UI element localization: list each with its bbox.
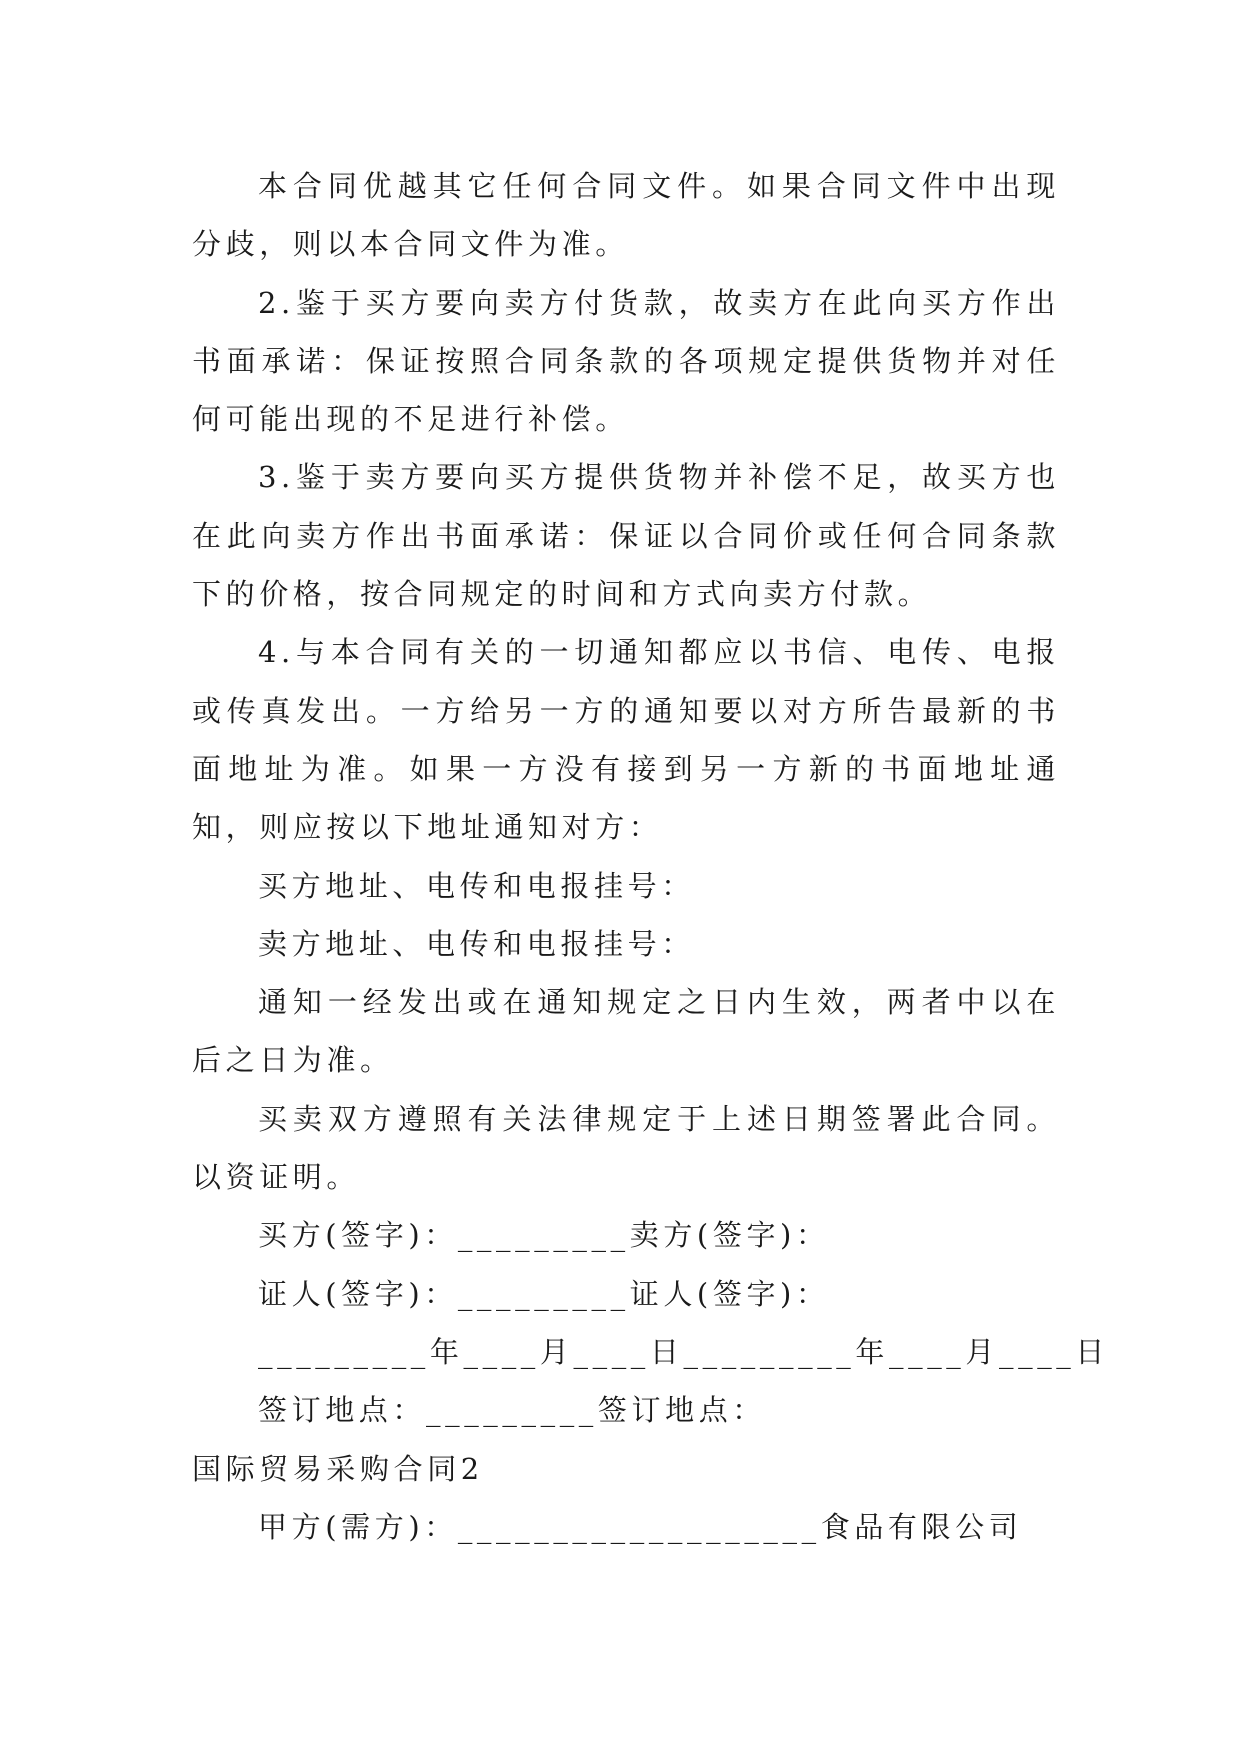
buyer-address-line: 买方地址、电传和电报挂号： xyxy=(258,868,695,903)
paragraph-clause-2-seller-commitment: 2.鉴于买方要向卖方付货款，故卖方在此向买方作出书面承诺：保证按照合同条款的各项规定提供货物并对任何可能出现的不足进行补偿。 xyxy=(192,285,1060,437)
paragraph-precedence-clause: 本合同优越其它任何合同文件。如果合同文件中出现分歧，则以本合同文件为准。 xyxy=(192,169,1060,262)
seller-address-line: 卖方地址、电传和电报挂号： xyxy=(258,926,695,961)
party-a-line: 甲方(需方)：___________________食品有限公司 xyxy=(258,1509,1023,1544)
paragraph-clause-3-buyer-commitment: 3.鉴于卖方要向买方提供货物并补偿不足，故买方也在此向卖方作出书面承诺：保证以合同价或任何合同条款下的价格，按合同规定的时间和方式向卖方付款。 xyxy=(192,460,1060,612)
signing-place-line: 签订地点：_________签订地点： xyxy=(258,1393,766,1428)
signature-line-witnesses: 证人(签字)：_________证人(签字)： xyxy=(258,1276,830,1311)
document-page xyxy=(192,157,1109,1556)
section-heading-contract-2: 国际贸易采购合同2 xyxy=(192,1451,484,1486)
date-line: _________年____月____日_________年____月____日 xyxy=(258,1334,1109,1369)
signature-line-buyer-seller: 买方(签字)：_________卖方(签字)： xyxy=(258,1218,830,1253)
paragraph-clause-4-notices: 4.与本合同有关的一切通知都应以书信、电传、电报或传真发出。一方给另一方的通知要以对方所告最新的书面地址为准。如果一方没有接到另一方新的书面地址通知，则应按以下地址通知对方： xyxy=(192,635,1060,845)
paragraph-signing-witness: 买卖双方遵照有关法律规定于上述日期签署此合同。以资证明。 xyxy=(192,1101,1060,1195)
paragraph-notice-effective: 通知一经发出或在通知规定之日内生效，两者中以在后之日为准。 xyxy=(192,985,1060,1078)
